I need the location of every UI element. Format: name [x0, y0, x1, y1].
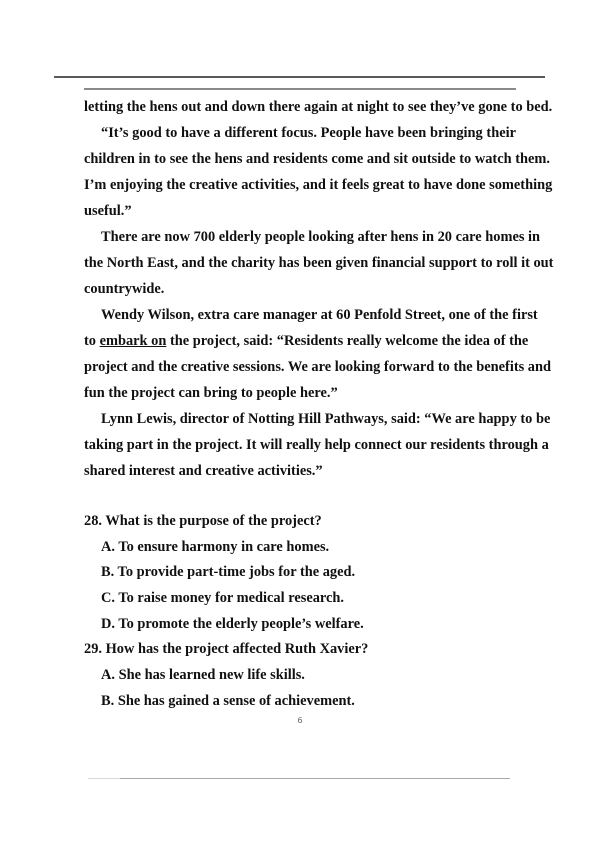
passage-line: Lynn Lewis, director of Notting Hill Pathways, said: “We are happy to be	[101, 411, 551, 427]
option-label: D.	[101, 615, 115, 632]
question-28	[84, 509, 516, 637]
passage-line: Wendy Wilson, extra care manager at 60 Penfold Street, one of the first	[101, 307, 538, 323]
option-a	[84, 663, 516, 689]
header-rule	[54, 76, 545, 78]
text-segment: to	[84, 333, 100, 349]
question-stem	[84, 637, 516, 663]
passage-line: fun the project can bring to people here.”	[84, 385, 338, 401]
passage-line: taking part in the project. It will really help connect our residents through a	[84, 437, 549, 453]
option-label: B.	[101, 564, 115, 581]
option-label: A.	[101, 538, 115, 555]
option-b	[84, 560, 516, 586]
page-number: 6	[297, 716, 303, 725]
option-text: To promote the elderly people’s welfare.	[118, 615, 364, 632]
page-content	[84, 94, 554, 715]
passage-line: “It’s good to have a different focus. People have been bringing their	[101, 125, 516, 141]
passage-line: shared interest and creative activities.”	[84, 463, 323, 479]
option-c	[84, 586, 516, 612]
question-number: 28.	[84, 513, 102, 529]
header-subrule	[84, 88, 516, 90]
spacer	[84, 484, 516, 509]
option-text: She has learned new life skills.	[118, 667, 305, 684]
option-text: To provide part-time jobs for the aged.	[117, 564, 356, 581]
passage-line: letting the hens out and down there again at night to see they’ve gone to bed.	[84, 99, 553, 115]
question-stem	[84, 509, 516, 535]
passage-line: There are now 700 elderly people looking after hens in 20 care homes in	[101, 229, 541, 245]
footer-rule	[88, 778, 510, 779]
option-b	[84, 689, 516, 715]
option-a	[84, 535, 516, 561]
option-text: To raise money for medical research.	[118, 590, 345, 607]
passage-line: the North East, and the charity has been given financial support to roll it out	[84, 255, 554, 271]
passage-line: project and the creative sessions. We are looking forward to the benefits and	[84, 359, 552, 375]
option-label: A.	[101, 667, 115, 684]
option-label: B.	[101, 692, 115, 709]
question-number: 29.	[84, 641, 102, 658]
passage-line: countrywide.	[84, 281, 165, 297]
question-text: How has the project affected Ruth Xavier?	[105, 641, 369, 658]
option-d	[84, 612, 516, 638]
passage	[84, 94, 554, 484]
option-text: To ensure harmony in care homes.	[118, 538, 330, 555]
passage-line: useful.”	[84, 203, 132, 219]
passage-line: children in to see the hens and residents come and sit outside to watch them.	[84, 151, 550, 167]
question-text: What is the purpose of the project?	[105, 513, 322, 529]
passage-line: I’m enjoying the creative activities, and it feels great to have done something	[84, 177, 553, 193]
passage-line-with-underline	[84, 328, 529, 354]
option-label: C.	[101, 590, 115, 607]
question-29	[84, 637, 516, 714]
underlined-phrase: embark on	[99, 333, 167, 349]
text-segment: the project, said: “Residents really welcome the idea of the	[166, 333, 529, 349]
option-text: She has gained a sense of achievement.	[117, 692, 355, 709]
